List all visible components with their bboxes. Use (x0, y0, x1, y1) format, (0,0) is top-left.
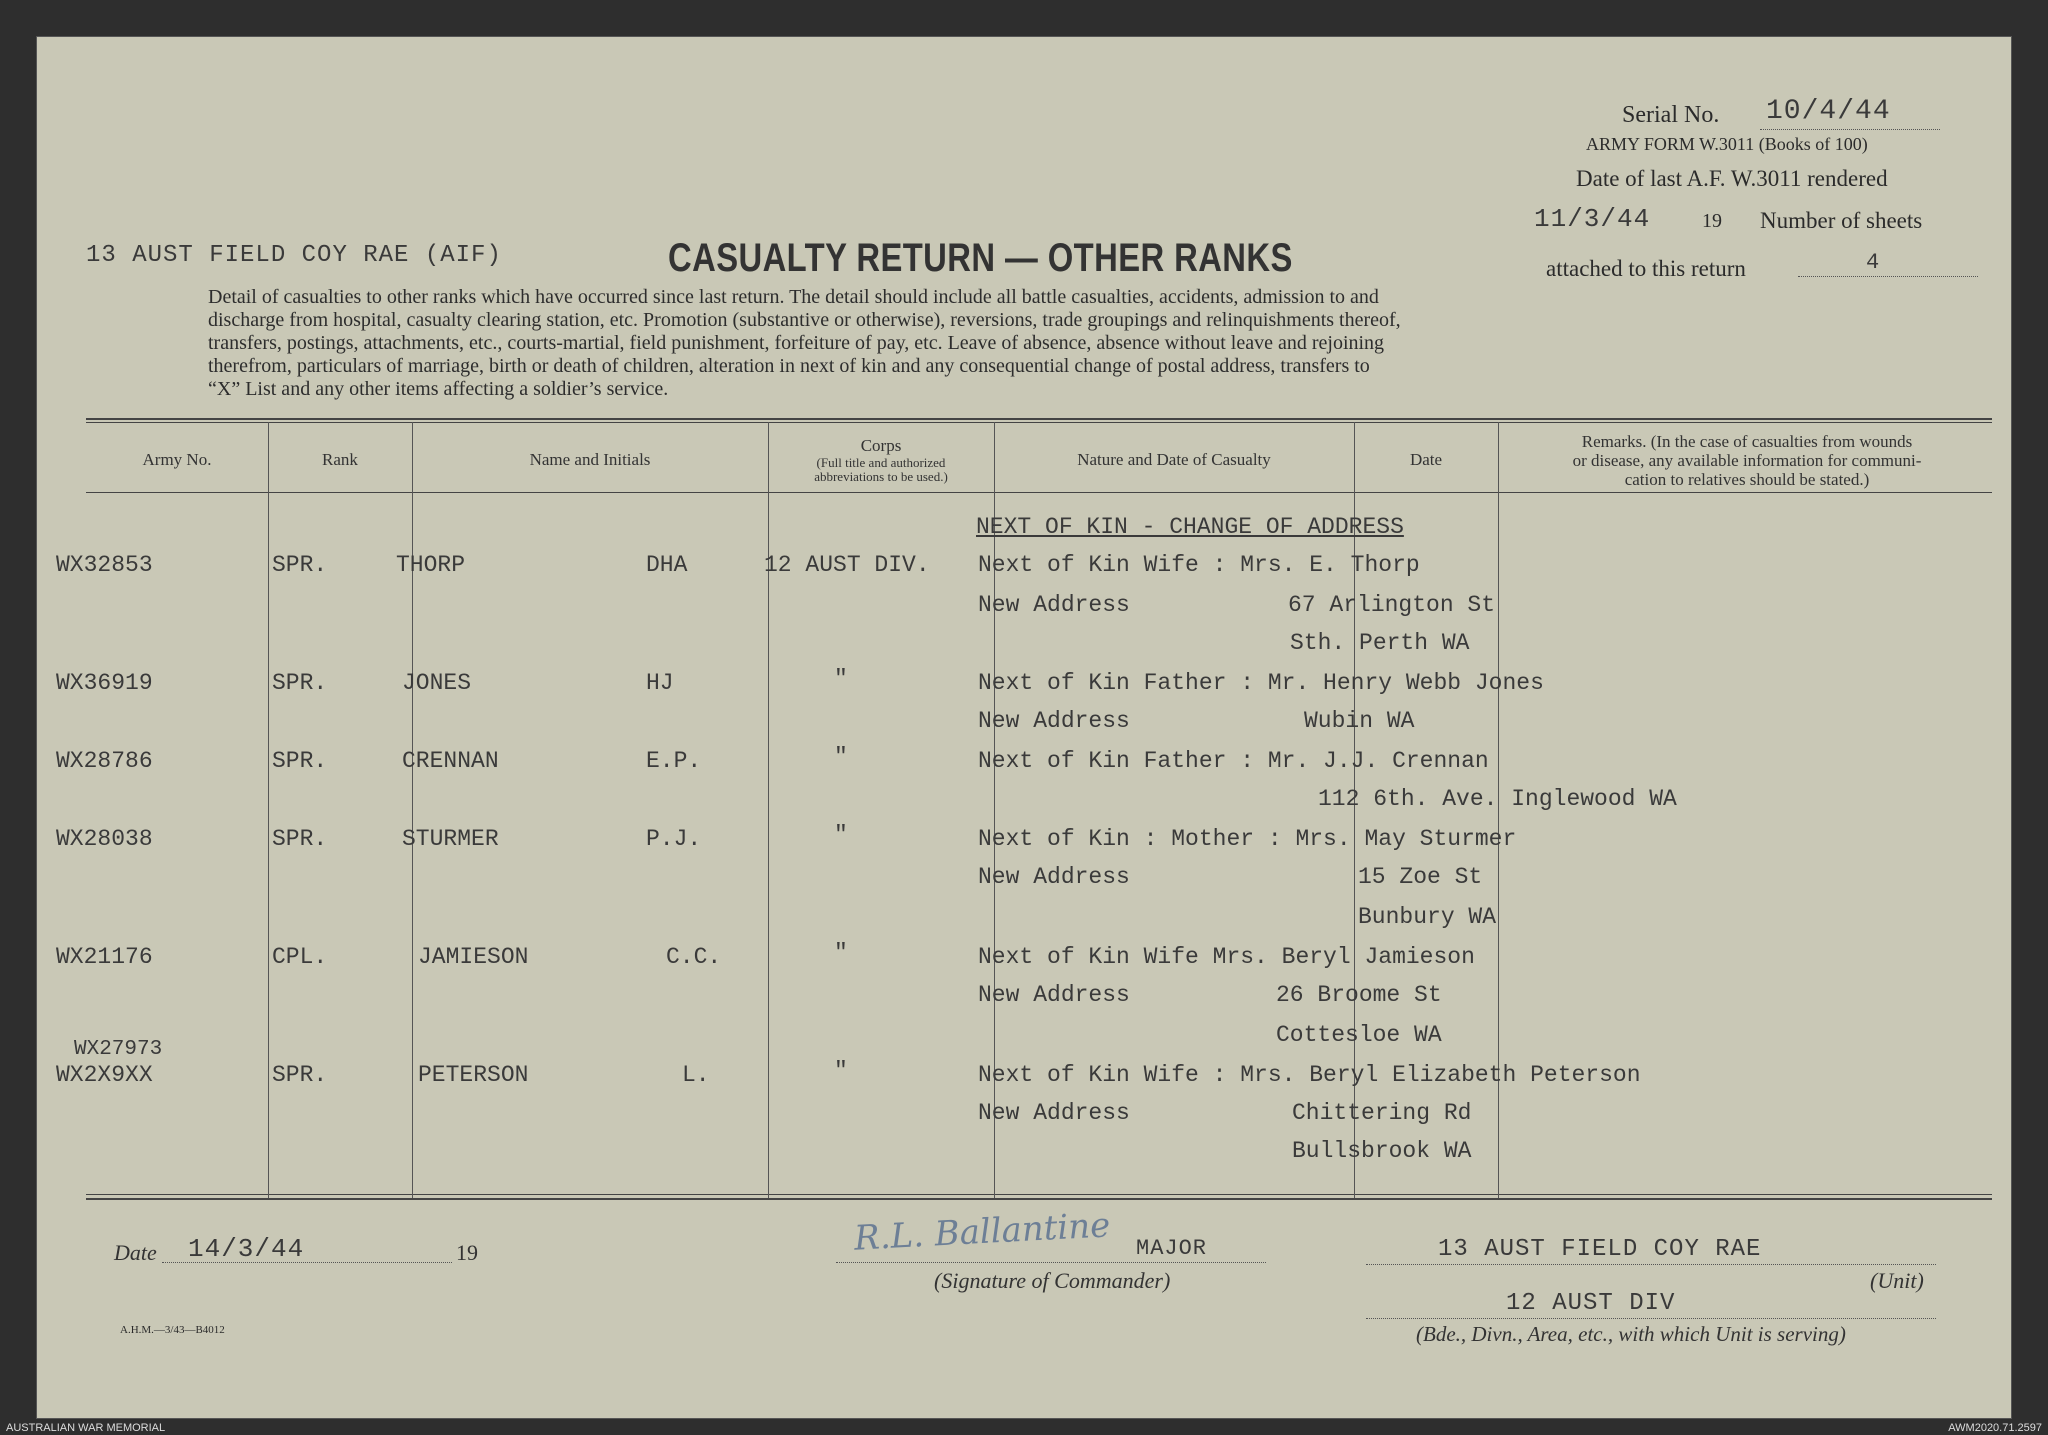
nature-line: Cottesloe WA (1276, 1022, 1442, 1048)
col-header-army-no: Army No. (142, 450, 212, 469)
date-last-year: 19 (1702, 210, 1722, 232)
commander-rank: MAJOR (1136, 1236, 1208, 1261)
instruction-line: “X” List and any other items affecting a soldier’s service. (208, 378, 669, 400)
nature-line: Next of Kin Father : Mr. Henry Webb Jones (978, 670, 1544, 696)
nature-line: Bunbury WA (1358, 904, 1497, 930)
serial-underline (1760, 129, 1940, 130)
commander-signature: R.L. Ballantine (853, 1205, 1112, 1259)
corps-ditto: " (834, 744, 848, 770)
rank: CPL. (272, 944, 328, 970)
col-divider (412, 422, 413, 1198)
nature-line: 26 Broome St (1276, 982, 1442, 1008)
signature-caption: (Signature of Commander) (934, 1268, 1171, 1293)
initials: E.P. (646, 748, 702, 774)
table-bottom-rule-2 (86, 1198, 1992, 1200)
attached-label: attached to this return (1546, 256, 1746, 281)
rank: SPR. (272, 826, 328, 852)
header-bottom-rule (86, 492, 1992, 493)
sheets-label: Number of sheets (1760, 208, 1923, 233)
instruction-line: transfers, postings, attachments, etc., courts-martial, field punishment, forfeiture of pay, etc. Leave of absence, absence without leave and rejoining (208, 332, 1385, 354)
serial-value: 10/4/44 (1766, 96, 1891, 127)
form-instructions (208, 286, 1401, 401)
remarks-header-line: or disease, any available information for communi- (1572, 451, 1922, 470)
footer-year-prefix: 19 (456, 1240, 478, 1265)
nature-line: Next of Kin Wife : Mrs. Beryl Elizabeth Peterson (978, 1062, 1641, 1088)
col-header-rank: Rank (322, 450, 358, 469)
form-title: CASUALTY RETURN — OTHER RANKS (668, 236, 1293, 280)
footer-unit-value: 13 AUST FIELD COY RAE (1438, 1236, 1762, 1263)
nature-line: 112 6th. Ave. Inglewood WA (1318, 786, 1677, 812)
col-divider (268, 422, 269, 1198)
army-no: WX36919 (56, 670, 153, 696)
surname: JONES (402, 670, 472, 696)
nature-line: Next of Kin : Mother : Mrs. May Sturmer (978, 826, 1517, 852)
nature-line: New Address (978, 1100, 1130, 1126)
col-header-remarks (1502, 432, 1992, 489)
nature-line: Wubin WA (1304, 708, 1415, 734)
army-no: WX21176 (56, 944, 153, 970)
corps-header-note: (Full title and authorized (816, 455, 946, 470)
army-no: WX28038 (56, 826, 153, 852)
initials: DHA (646, 552, 688, 578)
table-top-rule-2 (86, 422, 1992, 423)
attached-underline (1798, 276, 1978, 277)
surname: PETERSON (418, 1062, 529, 1088)
surname: CRENNAN (402, 748, 499, 774)
nature-line: Sth. Perth WA (1290, 630, 1470, 656)
initials: HJ (646, 670, 674, 696)
nature-line: Chittering Rd (1292, 1100, 1472, 1126)
nature-line: 15 Zoe St (1358, 864, 1483, 890)
corps-ditto: " (834, 666, 848, 692)
initials: C.C. (666, 944, 722, 970)
table-bottom-rule (86, 1194, 1992, 1195)
print-code: A.H.M.—3/43—B4012 (120, 1324, 225, 1336)
corps-header-title: Corps (860, 436, 902, 455)
date-last-label: Date of last A.F. W.3011 rendered (1576, 166, 1888, 191)
surname: JAMIESON (418, 944, 529, 970)
army-form-label: ARMY FORM W.3011 (Books of 100) (1586, 134, 1868, 154)
col-divider (768, 422, 769, 1198)
attached-value: 4 (1866, 250, 1881, 275)
nature-line: Next of Kin Father : Mr. J.J. Crennan (978, 748, 1489, 774)
col-header-name: Name and Initials (529, 450, 651, 469)
unit-underline (1366, 1264, 1936, 1265)
serial-label: Serial No. (1622, 102, 1720, 128)
army-no-struck: WX2X9XX (56, 1062, 153, 1088)
signature-underline (836, 1262, 1266, 1263)
nature-line: New Address (978, 982, 1130, 1008)
form-sheet (36, 36, 2012, 1419)
table-top-rule (86, 418, 1992, 420)
corps-ditto: " (834, 940, 848, 966)
archive-caption-left: AUSTRALIAN WAR MEMORIAL (6, 1422, 166, 1434)
archive-caption-right: AWM2020.71.2597 (1948, 1422, 2042, 1434)
nature-line: New Address (978, 708, 1130, 734)
surname: STURMER (402, 826, 499, 852)
col-header-corps (768, 436, 994, 484)
army-no-corrected: WX27973 (74, 1038, 163, 1061)
corps: 12 AUST DIV. (764, 552, 930, 578)
instruction-line: Detail of casualties to other ranks which have occurred since last return. The detail should include all battle casualties, accidents, admission to and (208, 286, 1379, 308)
unit-label: (Unit) (1870, 1268, 1924, 1293)
corps-ditto: " (834, 822, 848, 848)
date-last-value: 11/3/44 (1534, 204, 1651, 234)
footer-date-label: Date (114, 1240, 157, 1265)
initials: L. (682, 1062, 710, 1088)
army-no: WX32853 (56, 552, 153, 578)
div-caption: (Bde., Divn., Area, etc., with which Unit is serving) (1416, 1322, 1846, 1346)
section-heading: NEXT OF KIN - CHANGE OF ADDRESS (976, 514, 1404, 540)
rank: SPR. (272, 748, 328, 774)
div-underline (1366, 1318, 1936, 1319)
corps-header-note: abbreviations to be used.) (814, 469, 948, 484)
nature-line: New Address (978, 592, 1130, 618)
nature-line: New Address (978, 864, 1130, 890)
remarks-header-line: cation to relatives should be stated.) (1624, 470, 1870, 489)
nature-line: Next of Kin Wife Mrs. Beryl Jamieson (978, 944, 1475, 970)
footer-div-value: 12 AUST DIV (1506, 1290, 1676, 1317)
rank: SPR. (272, 552, 328, 578)
remarks-header-line: Remarks. (In the case of casualties from wounds (1581, 432, 1913, 451)
instruction-line: discharge from hospital, casualty clearing station, etc. Promotion (substantive or otherwise), reversions, trade groupings and relinquishments thereof, (208, 309, 1401, 331)
unit-typed: 13 AUST FIELD COY RAE (AIF) (86, 242, 502, 269)
rank: SPR. (272, 670, 328, 696)
corps-ditto: " (834, 1058, 848, 1084)
col-header-nature: Nature and Date of Casualty (1077, 450, 1271, 469)
army-no: WX28786 (56, 748, 153, 774)
initials: P.J. (646, 826, 702, 852)
footer-date-value: 14/3/44 (188, 1234, 305, 1264)
nature-line: Bullsbrook WA (1292, 1138, 1472, 1164)
col-header-date: Date (1409, 450, 1443, 469)
nature-line: Next of Kin Wife : Mrs. E. Thorp (978, 552, 1420, 578)
instruction-line: therefrom, particulars of marriage, birth or death of children, alteration in next of kin and any consequential change of postal address, transfers to (208, 355, 1370, 377)
rank: SPR. (272, 1062, 328, 1088)
nature-line: 67 Arlington St (1288, 592, 1496, 618)
surname: THORP (396, 552, 466, 578)
